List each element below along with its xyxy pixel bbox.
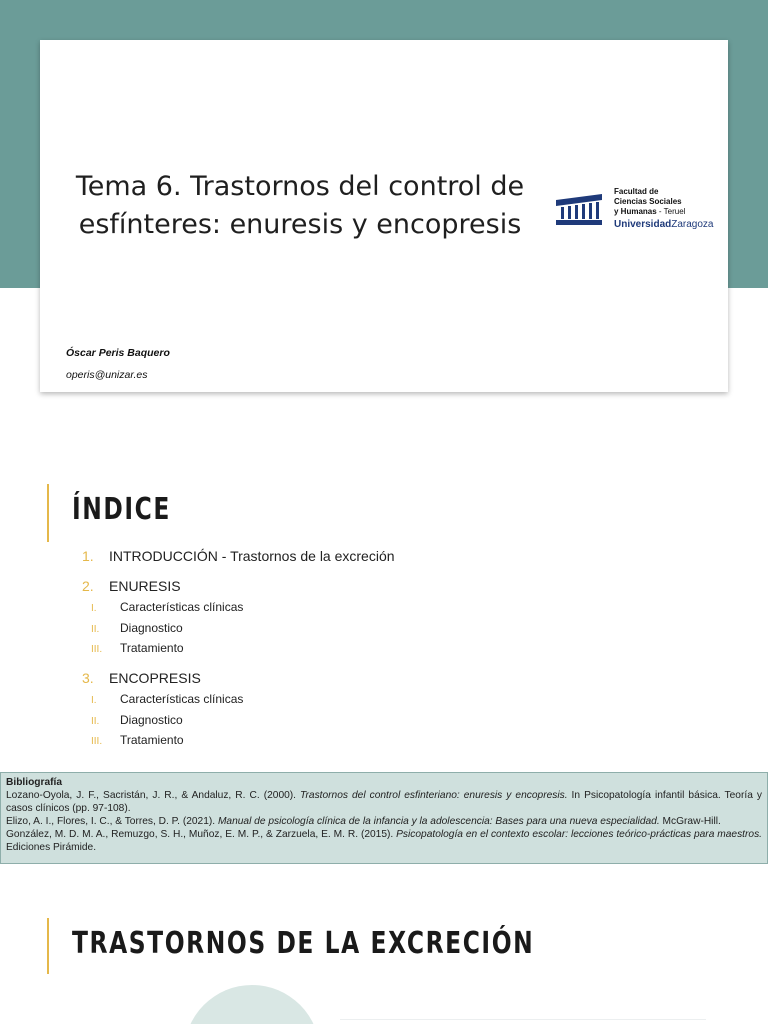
logo-university-name <box>614 219 714 231</box>
slide-title-line-2: esfínteres: enuresis y encopresis <box>78 209 522 240</box>
excretion-accent-bar <box>47 918 49 974</box>
index-item-label: ENCOPRESIS <box>109 670 201 687</box>
bibliography-ref-3 <box>6 828 762 854</box>
index-item-label: ENURESIS <box>109 578 181 594</box>
index-item-number: 3. <box>82 670 94 687</box>
ref-title: Psicopatología en el contexto escolar: lecciones teórico-prácticas para maestros. <box>396 829 762 840</box>
index-item-label: INTRODUCCIÓN - Trastornos de la excreción <box>109 548 395 564</box>
index-subitem-label: Características clínicas <box>120 692 244 707</box>
logo-line-2: Ciencias Sociales <box>614 197 682 206</box>
index-item-2[interactable] <box>82 578 682 600</box>
decorative-circle <box>184 985 320 1024</box>
ref-authors: Elizo, A. I., Flores, I. C., & Torres, D. P. (2021). <box>6 816 218 827</box>
index-subitem[interactable] <box>82 733 682 754</box>
index-subitem-label: Diagnostico <box>120 712 183 727</box>
index-subitem-number: II. <box>91 715 100 727</box>
index-subitem-label: Diagnostico <box>120 620 183 635</box>
university-building-icon <box>556 190 602 230</box>
logo-line-1: Facultad de <box>614 187 659 196</box>
index-subitem-label: Características clínicas <box>120 600 244 614</box>
index-subitem-number: III. <box>91 644 103 656</box>
index-subitem-number: I. <box>91 695 97 707</box>
index-heading: ÍNDICE <box>72 492 171 527</box>
logo-line-3-bold: y Humanas <box>614 207 657 216</box>
bibliography-heading: Bibliografía <box>6 777 63 788</box>
ref-authors: Lozano-Oyola, J. F., Sacristán, J. R., & Andaluz, R. C. (2000). <box>6 790 301 801</box>
author-name: Óscar Peris Baquero <box>66 347 170 359</box>
ref-source: McGraw-Hill. <box>659 816 721 827</box>
university-logo <box>556 186 726 232</box>
index-subitem-number: I. <box>91 603 97 614</box>
slide-title <box>50 168 550 244</box>
bibliography-box <box>0 772 768 864</box>
ref-title: Manual de psicología clínica de la infancia y la adolescencia: Bases para una nueva especialidad. <box>217 816 660 827</box>
logo-line-3 <box>614 207 714 217</box>
ref-title: Trastornos del control esfinteriano: enuresis y encopresis. <box>300 790 568 801</box>
ref-source: Ediciones Pirámide. <box>6 842 97 853</box>
index-subitem-label: Tratamiento <box>120 641 184 656</box>
logo-university-bold: Universidad <box>614 219 672 230</box>
author-email[interactable]: operis@unizar.es <box>66 369 148 381</box>
ref-authors: González, M. D. M. A., Remuzgo, S. H., Muñoz, E. M. P., & Zarzuela, E. M. R. (2015). <box>6 829 397 840</box>
index-item-number: 2. <box>82 578 94 594</box>
index-item-number: 1. <box>82 548 94 564</box>
index-subitem[interactable] <box>82 600 682 621</box>
index-subitem-label: Tratamiento <box>120 733 184 748</box>
index-list <box>82 548 682 754</box>
university-logo-text <box>614 187 714 231</box>
index-subitem[interactable] <box>82 641 682 662</box>
bibliography-ref-2 <box>6 815 762 828</box>
index-subitem[interactable] <box>82 621 682 642</box>
slide-title-line-1: Tema 6. Trastornos del control de <box>75 171 525 202</box>
index-subitem-number: II. <box>91 623 100 635</box>
index-subitem[interactable] <box>82 713 682 734</box>
index-subitem-number: III. <box>91 736 103 748</box>
logo-line-3-light: - Teruel <box>656 207 686 216</box>
title-slide <box>40 40 728 392</box>
index-subitem[interactable] <box>82 692 682 713</box>
excretion-heading: TRASTORNOS DE LA EXCRECIÓN <box>72 926 535 961</box>
bibliography-ref-1 <box>6 789 762 815</box>
ref-source: In Psicopatología infantil básica. Teoría y casos clínicos (pp. 97-108). <box>6 790 762 814</box>
index-item-3[interactable] <box>82 670 682 692</box>
logo-university-light: Zaragoza <box>671 219 714 230</box>
decorative-line <box>340 1019 706 1020</box>
index-accent-bar <box>47 484 49 542</box>
index-item-1[interactable] <box>82 548 682 570</box>
